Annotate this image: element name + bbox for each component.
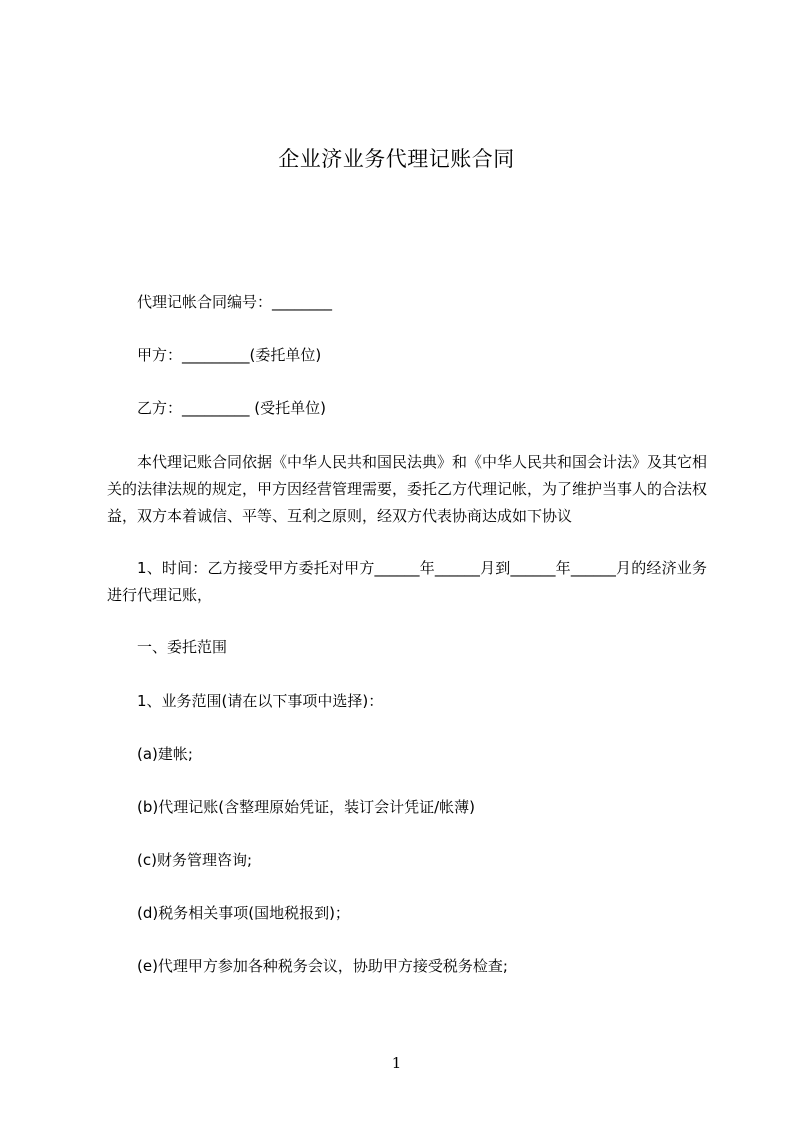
clause-time-paragraph <box>107 555 707 609</box>
section-one-heading: 一、委托范围 <box>137 638 228 656</box>
page-number: 1 <box>391 1054 402 1072</box>
intro-paragraph <box>107 449 707 530</box>
scope-item-a: (a)建帐; <box>137 745 193 763</box>
document-title: 企业济业务代理记账合同 <box>278 147 515 171</box>
party-a-line: 甲方：_________(委托单位) <box>137 346 322 364</box>
scope-item-e: (e)代理甲方参加各种税务会议，协助甲方接受税务检查; <box>137 957 508 975</box>
party-b-line: 乙方：_________ (受托单位) <box>137 399 326 417</box>
scope-item-b: (b)代理记账(含整理原始凭证，装订会计凭证/帐薄) <box>137 798 475 816</box>
intro-paragraph-text: 本代理记账合同依据《中华人民共和国民法典》和《中华人民共和国会计法》及其它相关的法律法规的规定，甲方因经营管理需要，委托乙方代理记帐，为了维护当事人的合法权益，双方本着诚信、平等、互利之原则，经双方代表协商达成如下协议 <box>107 453 708 525</box>
clause-time-text: 1、时间：乙方接受甲方委托对甲方______年______月到______年______月的经济业务进行代理记账， <box>107 559 707 604</box>
scope-item-d: (d)税务相关事项(国地税报到)； <box>137 904 350 922</box>
scope-item-c: (c)财务管理咨询; <box>137 851 253 869</box>
contract-number-line: 代理记帐合同编号：________ <box>137 293 333 311</box>
scope-heading: 1、业务范围(请在以下事项中选择)： <box>137 692 384 710</box>
